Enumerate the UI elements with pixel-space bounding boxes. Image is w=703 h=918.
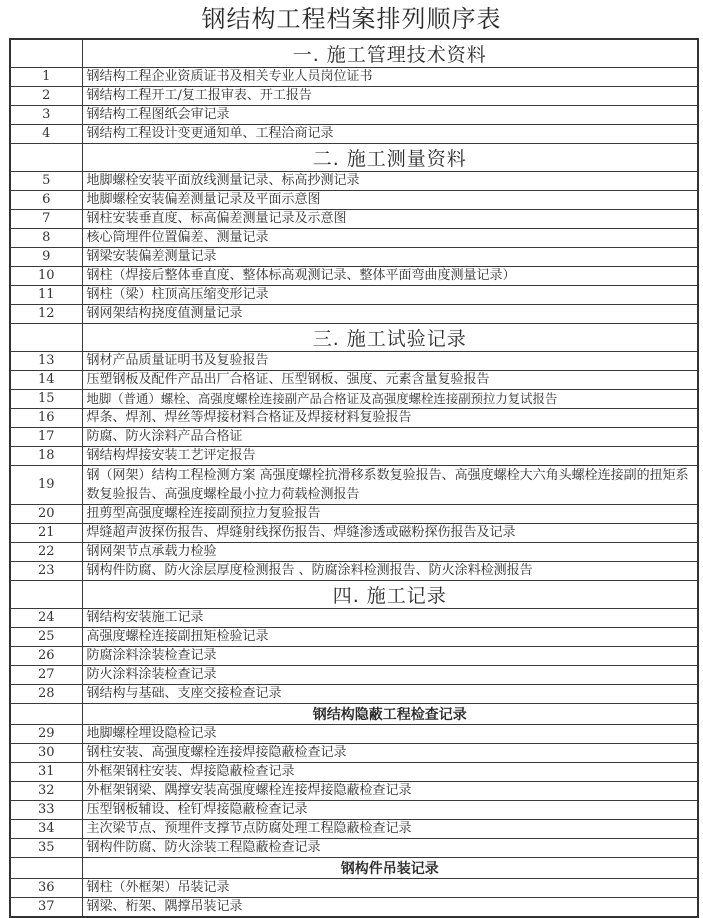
row-number: 19 xyxy=(10,466,82,505)
section-number-cell xyxy=(10,39,82,68)
row-text: 钢梁、桁架、隅撑吊装记录 xyxy=(82,898,698,918)
row-text: 钢网架节点承载力检验 xyxy=(82,543,698,562)
table-row xyxy=(10,447,698,466)
table-row xyxy=(10,87,698,106)
table-row xyxy=(10,879,698,898)
table-row xyxy=(10,352,698,371)
table-row xyxy=(10,744,698,763)
table-row xyxy=(10,390,698,409)
row-text: 地脚螺栓埋设隐检记录 xyxy=(82,725,698,744)
row-number: 23 xyxy=(10,562,82,581)
table-row xyxy=(10,371,698,390)
section-heading: 四. 施工记录 xyxy=(82,581,698,609)
subsection-heading: 钢结构隐蔽工程检查记录 xyxy=(82,704,698,725)
section-header-row xyxy=(10,144,698,172)
section-heading: 一. 施工管理技术资料 xyxy=(82,39,698,68)
section-heading: 三. 施工试验记录 xyxy=(82,324,698,352)
table-row xyxy=(10,609,698,628)
table-row xyxy=(10,505,698,524)
row-text: 钢构件防腐、防火涂层厚度检测报告 、防腐涂料检测报告、防火涂料检测报告 xyxy=(82,562,698,581)
row-number: 18 xyxy=(10,447,82,466)
row-text: 钢结构工程设计变更通知单、工程洽商记录 xyxy=(82,125,698,144)
subsection-header-row xyxy=(10,858,698,879)
row-number: 7 xyxy=(10,210,82,229)
row-text: 钢构件防腐、防火涂装工程隐蔽检查记录 xyxy=(82,839,698,858)
table-row xyxy=(10,267,698,286)
table-row xyxy=(10,628,698,647)
table-row xyxy=(10,647,698,666)
row-text: 主次梁节点、预埋件支撑节点防腐处理工程隐蔽检查记录 xyxy=(82,820,698,839)
row-text: 防火涂料涂装检查记录 xyxy=(82,666,698,685)
table-row xyxy=(10,248,698,267)
table-row xyxy=(10,409,698,428)
row-text: 钢结构工程开工/复工报审表、开工报告 xyxy=(82,87,698,106)
row-number: 10 xyxy=(10,267,82,286)
section-number-cell xyxy=(10,581,82,609)
table-row xyxy=(10,125,698,144)
table-row xyxy=(10,305,698,324)
table-row xyxy=(10,820,698,839)
row-text: 钢结构工程企业资质证书及相关专业人员岗位证书 xyxy=(82,68,698,87)
table-row xyxy=(10,172,698,191)
row-number: 31 xyxy=(10,763,82,782)
table-row xyxy=(10,898,698,918)
row-text: 钢柱（外框架）吊装记录 xyxy=(82,879,698,898)
row-number: 17 xyxy=(10,428,82,447)
table-row xyxy=(10,725,698,744)
table-row xyxy=(10,68,698,87)
section-header-row xyxy=(10,324,698,352)
archive-order-table xyxy=(9,38,699,918)
row-number: 4 xyxy=(10,125,82,144)
row-number: 29 xyxy=(10,725,82,744)
row-text: 钢结构安装施工记录 xyxy=(82,609,698,628)
row-text: 钢网架结构挠度值测量记录 xyxy=(82,305,698,324)
document-title: 钢结构工程档案排列顺序表 xyxy=(201,5,502,33)
row-number: 37 xyxy=(10,898,82,918)
row-number: 12 xyxy=(10,305,82,324)
row-number: 25 xyxy=(10,628,82,647)
row-text: 地脚螺栓安装偏差测量记录及平面示意图 xyxy=(82,191,698,210)
row-text: 焊缝超声波探伤报告、焊缝射线探伤报告、焊缝渗透或磁粉探伤报告及记录 xyxy=(82,524,698,543)
row-number: 27 xyxy=(10,666,82,685)
row-text: 压塑钢板及配件产品出厂合格证、压型钢板、强度、元素含量复验报告 xyxy=(82,371,698,390)
row-number: 5 xyxy=(10,172,82,191)
row-text: 钢材产品质量证明书及复验报告 xyxy=(82,352,698,371)
table-row xyxy=(10,466,698,505)
row-text: 钢梁安装偏差测量记录 xyxy=(82,248,698,267)
row-number: 8 xyxy=(10,229,82,248)
row-text: 扭剪型高强度螺栓连接副预拉力复验报告 xyxy=(82,505,698,524)
row-number: 1 xyxy=(10,68,82,87)
row-text: 高强度螺栓连接副扭矩检验记录 xyxy=(82,628,698,647)
row-number: 24 xyxy=(10,609,82,628)
row-number: 34 xyxy=(10,820,82,839)
row-text: 防腐、防火涂料产品合格证 xyxy=(82,428,698,447)
row-text: 钢结构工程图纸会审记录 xyxy=(82,106,698,125)
row-number: 6 xyxy=(10,191,82,210)
table-row xyxy=(10,562,698,581)
subsection-heading: 钢构件吊装记录 xyxy=(82,858,698,879)
row-text: 压型钢板辅设、栓钉焊接隐蔽检查记录 xyxy=(82,801,698,820)
section-heading: 二. 施工测量资料 xyxy=(82,144,698,172)
subsection-header-row xyxy=(10,704,698,725)
section-number-cell xyxy=(10,324,82,352)
section-number-cell xyxy=(10,704,82,725)
row-text: 钢柱安装垂直度、标高偏差测量记录及示意图 xyxy=(82,210,698,229)
row-number: 22 xyxy=(10,543,82,562)
table-row xyxy=(10,428,698,447)
row-number: 9 xyxy=(10,248,82,267)
row-number: 13 xyxy=(10,352,82,371)
table-row xyxy=(10,286,698,305)
table-row xyxy=(10,543,698,562)
table-row xyxy=(10,524,698,543)
row-number: 16 xyxy=(10,409,82,428)
row-number: 14 xyxy=(10,371,82,390)
row-text: 防腐涂料涂装检查记录 xyxy=(82,647,698,666)
row-text: 地脚螺栓安装平面放线测量记录、标高抄测记录 xyxy=(82,172,698,191)
row-number: 2 xyxy=(10,87,82,106)
row-number: 33 xyxy=(10,801,82,820)
table-row xyxy=(10,210,698,229)
table-row xyxy=(10,839,698,858)
row-number: 32 xyxy=(10,782,82,801)
row-number: 35 xyxy=(10,839,82,858)
row-number: 21 xyxy=(10,524,82,543)
row-text: 钢结构焊接安装工艺评定报告 xyxy=(82,447,698,466)
section-header-row xyxy=(10,39,698,68)
row-text: 钢结构与基础、支座交接检查记录 xyxy=(82,685,698,704)
table-row xyxy=(10,763,698,782)
row-text: 钢柱（焊接后整体垂直度、整体标高观测记录、整体平面弯曲度测量记录） xyxy=(82,267,698,286)
row-text: 核心筒埋件位置偏差、测量记录 xyxy=(82,229,698,248)
row-number: 3 xyxy=(10,106,82,125)
row-text: 钢柱安装、高强度螺栓连接焊接隐蔽检查记录 xyxy=(82,744,698,763)
row-number: 26 xyxy=(10,647,82,666)
row-text: 地脚（普通）螺栓、高强度螺栓连接副产品合格证及高强度螺栓连接副预拉力复试报告 xyxy=(82,390,698,409)
row-number: 36 xyxy=(10,879,82,898)
table-row xyxy=(10,106,698,125)
table-row xyxy=(10,801,698,820)
section-number-cell xyxy=(10,858,82,879)
table-row xyxy=(10,191,698,210)
row-text: 钢（网架）结构工程检测方案 高强度螺栓抗滑移系数复验报告、高强度螺栓大六角头螺栓连接副的扭矩系数复验报告、高强度螺栓最小拉力荷载检测报告 xyxy=(82,466,698,505)
row-number: 11 xyxy=(10,286,82,305)
row-text: 外框架钢梁、隅撑安装高强度螺栓连接焊接隐蔽检查记录 xyxy=(82,782,698,801)
row-number: 20 xyxy=(10,505,82,524)
row-text: 钢柱（梁）柱顶高压缩变形记录 xyxy=(82,286,698,305)
row-number: 15 xyxy=(10,390,82,409)
table-row xyxy=(10,782,698,801)
row-number: 30 xyxy=(10,744,82,763)
row-text: 焊条、焊剂、焊丝等焊接材料合格证及焊接材料复验报告 xyxy=(82,409,698,428)
section-number-cell xyxy=(10,144,82,172)
section-header-row xyxy=(10,581,698,609)
table-row xyxy=(10,229,698,248)
table-row xyxy=(10,666,698,685)
row-number: 28 xyxy=(10,685,82,704)
table-row xyxy=(10,685,698,704)
row-text: 外框架钢柱安装、焊接隐蔽检查记录 xyxy=(82,763,698,782)
